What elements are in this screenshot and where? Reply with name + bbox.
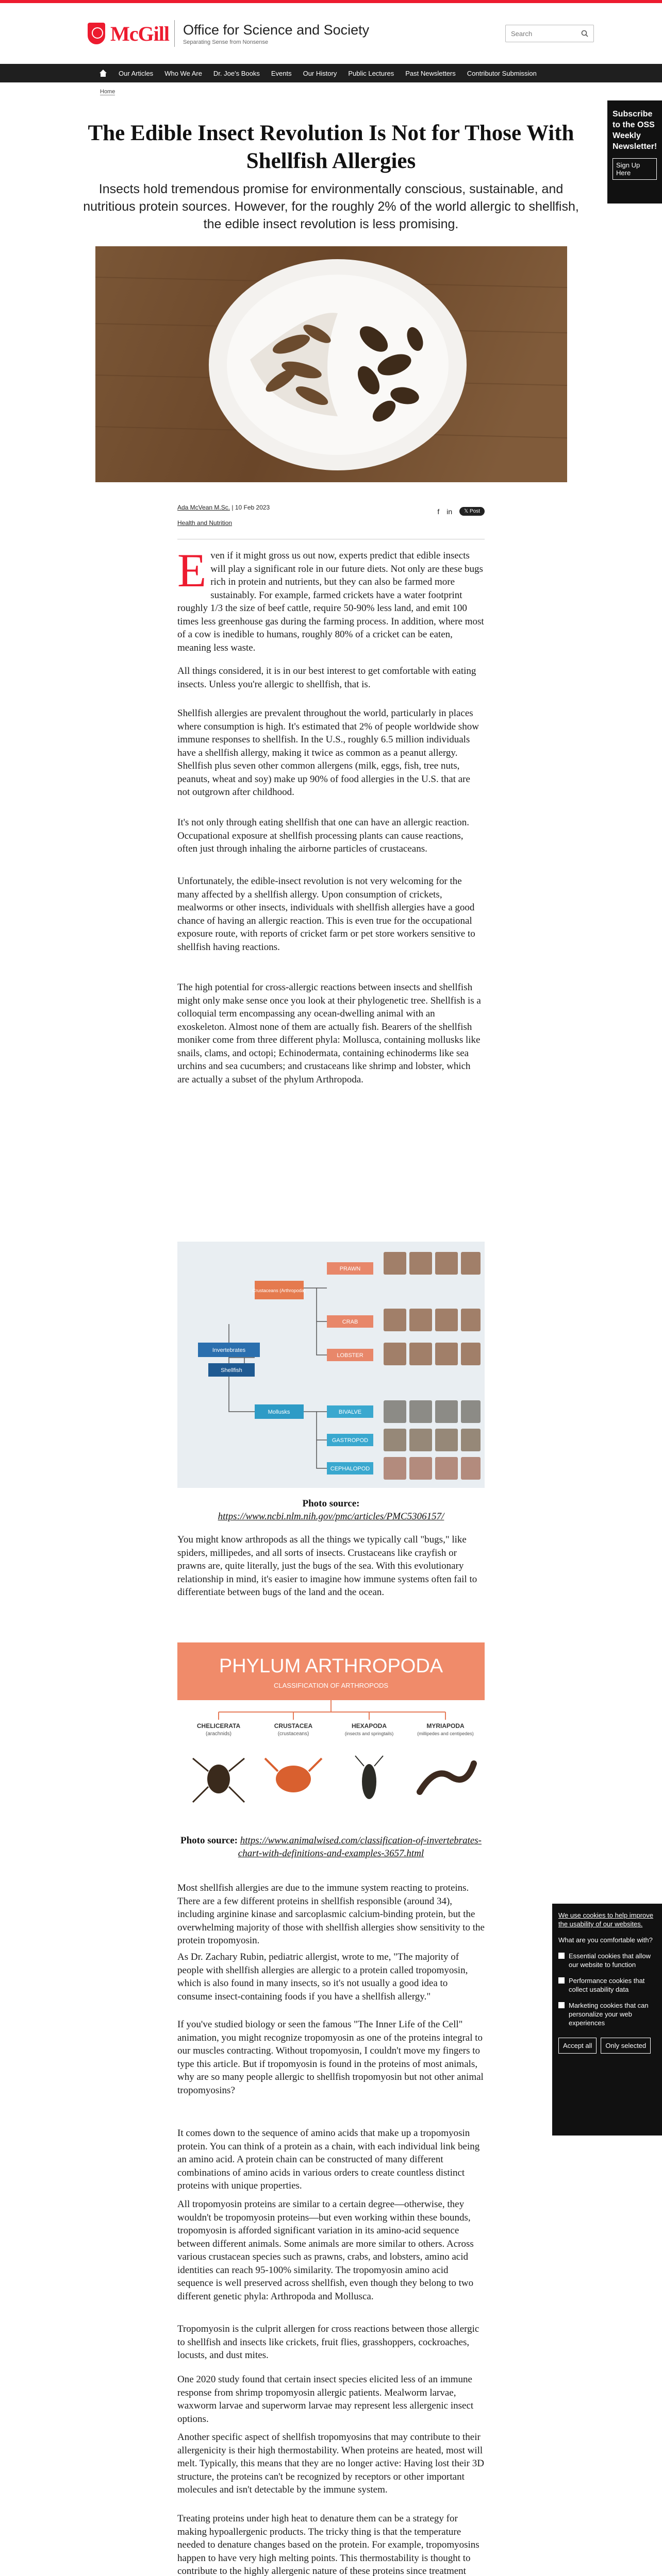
node-lobster: LOBSTER (337, 1352, 363, 1359)
mcgill-wordmark: McGill (110, 22, 169, 45)
home-icon[interactable] (99, 70, 107, 77)
article-headline: The Edible Insect Revolution Is Not for Those With Shellfish Allergies (88, 121, 574, 173)
nav-item-our-history[interactable]: Our History (303, 69, 337, 77)
x-icon: 𝕏 (464, 509, 470, 514)
cookie-option-label: Essential cookies that allow our website to function (569, 1952, 651, 1969)
body-paragraph: Unfortunately, the edible-insect revolution is not very welcoming for the many affected by a shellfish allergy. Upon consumption of crickets, mealworms or other insects, individuals with shellfish allergies have a good chance of having an allergic reaction. This is even true for the occupational exposure route, with reports of cricket farm or pet store workers sensitive to shellfish having reactions. (177, 876, 475, 953)
photo-source-label: Photo source: (302, 1498, 360, 1509)
nav-item-events[interactable]: Events (271, 69, 292, 77)
node-bivalve: BIVALVE (338, 1409, 362, 1415)
site-title: Office for Science and Society (183, 22, 370, 38)
linkedin-share-icon[interactable]: in (446, 507, 453, 516)
newsletter-text: Subscribe to the OSS Weekly Newsletter! (613, 110, 657, 151)
node-mollusks: Mollusks (268, 1409, 290, 1415)
body-paragraph: It's not only through eating shellfish that one can have an allergic reaction. Occupational exposure at shellfish processing plants can cause reactions, often just through inhaling the airborne particles of crustaceans. (177, 817, 470, 854)
arthropoda-diagram (177, 1642, 485, 1823)
cookie-buttons (558, 2038, 656, 2054)
node-cephalopod: CEPHALOPOD (330, 1466, 370, 1472)
body-paragraph: You might know arthropods as all the things we typically call "bugs," like spiders, millipedes, and all sorts of insects. Crustaceans like crayfish or prawns are, quite literally, just the bugs of the sea. With this evolutionary relationship in mind, it's easier to imagine how immune systems often fail to differentiate between bugs of the land and the ocean. (177, 1534, 477, 1598)
arthropoda-title: PHYLUM ARTHROPODA (219, 1655, 443, 1677)
hero-insects-plate-illustration (95, 246, 567, 482)
newsletter-signup (607, 100, 662, 204)
cookie-option-performance[interactable] (558, 1976, 656, 1994)
breadcrumb-home[interactable]: Home (100, 89, 115, 95)
class-hexapoda: HEXAPODA (351, 1722, 387, 1730)
nav-item-contributor-submission[interactable]: Contributor Submission (467, 69, 537, 77)
body-paragraph: If you've studied biology or seen the famous "The Inner Life of the Cell" animation, you might recognize tropomyosin as one of the proteins integral to our muscles contracting. Without tropomyosin, I couldn't move my fingers to type this article. But if tropomyosin is found in the proteins of most animals, why are so many people allergic to shellfish tropomyosin but not other animal tropomyosins? (177, 2019, 484, 2096)
breadcrumb (0, 82, 662, 103)
node-shellfish: Shellfish (221, 1367, 242, 1374)
cookie-question: What are you comfortable with? (558, 1936, 653, 1944)
body-paragraph: Most shellfish allergies are due to the immune system reacting to proteins. There are a few different proteins in shellfish responsible (around 34), including arginine kinase and sarcoplasmic calcium-binding protein, but the overwhelming majority of those with shellfish allergies show sensitivity to the protein tropomyosin. (177, 1883, 485, 1946)
article-dek: Insects hold tremendous promise for environmentally conscious, sustainable, and nutritious protein sources. However, for the roughly 2% of the world allergic to shellfish, the edible insect revolution is less promising. (83, 182, 579, 231)
x-share-label: Post (469, 509, 480, 514)
body-paragraph: All tropomyosin proteins are similar to a certain degree—otherwise, they wouldn't be tropomyosin proteins—but even working within these bounds, tropomyosin is afforded significant variation in its amino-acid sequence between different animals. Some animals are more similar to others. Across various crustacean species such as prawns, crabs, and lobsters, amino acid identities can reach 95-100% similarity. The tropomyosin amino acid sequence is well preserved across shellfish, even though they belong to two different genetic phyla: Arthropoda and Mollusca. (177, 2199, 474, 2302)
photo-source-link-2[interactable]: https://www.animalwised.com/classification-of-invertebrates-chart-with-definitions-and-examples-3657.html (238, 1835, 482, 1859)
class-crustacea-desc: (crustaceans) (277, 1731, 309, 1737)
photo-source-2 (177, 1834, 485, 1860)
facebook-share-icon[interactable]: f (437, 507, 440, 516)
class-chelicerata-desc: (arachnids) (205, 1731, 232, 1737)
body-paragraph: Shellfish allergies are prevalent throughout the world, particularly in places where consumption is high. It's estimated that 2% of people worldwide show immune responses to shellfish. In the U.S., roughly 6.5 million individuals have a shellfish allergy, making it twice as common as a peanut allergy. Shellfish plus seven other common allergens (milk, eggs, fish, tree nuts, peanuts, wheat and soy) make up 90% of food allergies in the U.S. that are not outgrown after childhood. (177, 708, 479, 798)
body-paragraph: One 2020 study found that certain insect species elicited less of an immune response from shrimp tropomyosin allergic patients. Mealworm larvae, waxworm larvae and superworm larvae may represent less allergenic insect options. (177, 2374, 474, 2425)
class-crustacea: CRUSTACEA (274, 1722, 313, 1730)
byline-separator: | (231, 504, 235, 511)
site-subtitle: Separating Sense from Nonsense (183, 39, 269, 45)
nav-item-past-newsletters[interactable]: Past Newsletters (405, 69, 456, 77)
site-title-block[interactable] (183, 22, 369, 45)
node-prawn: PRAWN (339, 1266, 361, 1272)
photo-source-label-2: Photo source: (180, 1835, 238, 1846)
cookie-option-label: Performance cookies that collect usability data (569, 1977, 645, 1993)
body-paragraph (177, 544, 485, 654)
arthropoda-classification-figure (177, 1642, 485, 1823)
class-myriapoda: MYRIAPODA (426, 1722, 465, 1730)
body-paragraph: It comes down to the sequence of amino acids that make up a tropomyosin protein. You can think of a protein as a chain, with each individual link being an amino acid. A protein chain can be constructed of many different combinations of amino acids in various orders to create countless distinct proteins with unique properties. (177, 2128, 480, 2191)
main-nav (0, 64, 662, 82)
accept-all-button[interactable]: Accept all (558, 2038, 597, 2054)
class-myriapoda-desc: (millipedes and centipedes) (417, 1731, 474, 1736)
body-paragraph: The high potential for cross-allergic reactions between insects and shellfish might only make sense once you look at their phylogenetic tree. Shellfish is a colloquial term encompassing any ocean-dwelling animal with an exoskeleton. Almost none of them are actually fish. Bearers of the shellfish moniker come from three different phyla: Mollusca, containing mollusks like snails, clams, and octopi; Echinodermata, containing echinoderms like sea urchins and sea cucumbers; and crustaceans like shrimp and lobster, which are actually a subset of the phylum Arthropoda. (177, 982, 481, 1085)
node-invertebrates: Invertebrates (212, 1347, 246, 1353)
search-icon[interactable] (581, 30, 588, 37)
body-paragraph: All things considered, it is in our best interest to get comfortable with eating insects. Unless you're allergic to shellfish, that is. (177, 666, 476, 690)
nav-item-our-articles[interactable]: Our Articles (119, 69, 154, 77)
cookie-option-essential[interactable] (558, 1952, 656, 1969)
body-paragraph: Treating proteins under high heat to denature them can be a strategy for making hypoallergenic products. The tricky thing is that the temperature needed to denature changes based on the protein. For example, tropomyosins happen to have very high melting points. This thermostability is thought to contribute to the highly allergenic nature of these proteins since treatment (177, 2513, 479, 2576)
checkbox[interactable] (558, 1953, 565, 1959)
publish-date: 10 Feb 2023 (235, 504, 270, 511)
body-paragraph: Tropomyosin is the culprit allergen for cross reactions between those allergic to shellfish and insects like crickets, fruit flies, grasshoppers, cockroaches, locusts, and dust mites. (177, 2324, 479, 2361)
only-selected-button[interactable]: Only selected (601, 2038, 651, 2054)
body-paragraph: As Dr. Zachary Rubin, pediatric allergist, wrote to me, "The majority of people with shellfish allergies are allergic to a protein called tropomyosin, which is also found in many insects, so it's not usually a good idea to consume insect-containing foods if you have a shellfish allergy." (177, 1952, 468, 2002)
arthropoda-subtitle: CLASSIFICATION OF ARTHROPODS (274, 1682, 388, 1689)
node-gastropod: GASTROPOD (332, 1437, 369, 1444)
body-paragraph: Another specific aspect of shellfish tropomyosins that may contribute to their allergenicity is their high thermostability. When proteins are heated, most will melt. Typically, this means that they are no longer active: Having lost their 3D structure, the proteins can't be recognized by receptors or other important molecules and isn't detectable by the immune system. (177, 2432, 484, 2495)
search-input[interactable] (505, 25, 594, 42)
cookie-option-label: Marketing cookies that can personalize your web experiences (569, 2002, 649, 2027)
photo-source-link[interactable]: https://www.ncbi.nlm.nih.gov/pmc/articles/PMC5306157/ (218, 1511, 444, 1522)
cookie-consent-panel (552, 1904, 662, 2136)
drop-cap: E (177, 544, 207, 597)
class-hexapoda-desc: (insects and springtails) (344, 1731, 394, 1736)
arthropod-illustrations (193, 1756, 474, 1802)
cookie-option-marketing[interactable] (558, 2001, 656, 2027)
author-link[interactable]: Ada McVean M.Sc. (177, 504, 230, 511)
class-chelicerata: CHELICERATA (196, 1722, 241, 1730)
shellfish-tree-diagram (177, 1242, 485, 1488)
nav-item-dr-joes-books[interactable]: Dr. Joe's Books (213, 69, 260, 77)
search-placeholder: Search (511, 29, 533, 38)
byline (177, 504, 485, 535)
site-header (0, 3, 662, 64)
share-buttons (437, 507, 485, 516)
nav-item-who-we-are[interactable]: Who We Are (164, 69, 202, 77)
shellfish-classification-figure (177, 1242, 485, 1488)
checkbox[interactable] (558, 1977, 565, 1984)
category-link[interactable]: Health and Nutrition (177, 519, 233, 527)
nav-item-public-lectures[interactable]: Public Lectures (348, 69, 394, 77)
paragraph-text: ven if it might gross us out now, experts predict that edible insects will play a significant role in our future diets. Not only are these bugs rich in protein and nutrients, but they can also be farmed more sustainably. For example, farmed crickets have a water footprint roughly 1/3 the size of beef cattle, require 50-90% less land, and emit 100 times less greenhouse gas during the farming process. In addition, where most of a cow is inedible to humans, roughly 80% of a cricket can be eaten, meaning less waste. (177, 550, 484, 653)
x-share-button[interactable] (459, 507, 485, 516)
newsletter-signup-button[interactable]: Sign Up Here (613, 158, 657, 180)
mcgill-crest-icon (88, 23, 105, 44)
checkbox[interactable] (558, 2002, 565, 2008)
cookie-intro[interactable]: We use cookies to help improve the usability of our websites. (558, 1911, 654, 1928)
header-divider (174, 20, 175, 47)
mcgill-logo[interactable] (88, 22, 169, 46)
hero-image (95, 246, 567, 482)
node-crab: CRAB (342, 1319, 358, 1325)
node-crustaceans: Crustaceans (Arthropoda) (252, 1288, 306, 1293)
